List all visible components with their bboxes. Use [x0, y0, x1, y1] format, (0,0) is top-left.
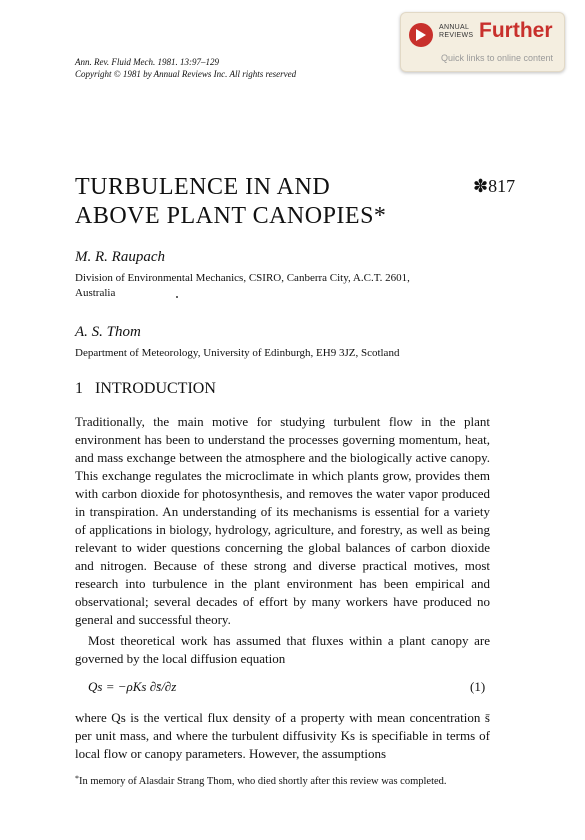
- author-block-1: [75, 249, 410, 301]
- paragraph-1: Traditionally, the main motive for studying turbulent flow in the plant environment has been to understand the processes governing momentum, heat, and mass exchange between the atmosphere and the biologically active canopy. This exchange regulates the microclimate in which plants grow, provides them with carbon dioxide for photosynthesis, and removes the water vapor produced in transpiration. An understanding of its mechanisms is essential for a variety of applications in biology, hydrology, agriculture, and forestry, as well as being relevant to wider questions concerning the global balances of carbon dioxide and nitrogen. Because of these strong and diverse practical motives, most research into turbulence in the plant environment has been empirical and observational; several decades of effort by many workers have produced no general and successful theory.: [75, 414, 490, 627]
- section-heading: [75, 380, 216, 398]
- equation-number: (1): [470, 679, 486, 694]
- equation: Qs = −ρKs ∂s̄/∂z: [88, 679, 177, 694]
- section-number: 1: [75, 380, 83, 397]
- footnote: [75, 775, 490, 789]
- reviews-label: REVIEWS: [439, 32, 474, 39]
- paragraph-2: Most theoretical work has assumed that fluxes within a plant canopy are governed by the local diffusion equation: [75, 633, 490, 666]
- further-word: Further: [479, 19, 553, 42]
- journal-copyright: Copyright © 1981 by Annual Reviews Inc. All rights reserved: [75, 69, 297, 79]
- affiliation-line: Australia: [75, 287, 116, 299]
- section-title: INTRODUCTION: [95, 380, 216, 397]
- article-title: [75, 173, 386, 231]
- paragraph-3: where Qs is the vertical flux density of a property with mean concentration s̄ per unit mass, and where the turbulent diffusivity Ks is specifiable in terms of local flow or canopy parameters. However, the assumptions: [75, 710, 490, 761]
- speck-mark: [176, 296, 178, 298]
- annual-label: ANNUAL: [439, 24, 470, 31]
- further-subtitle: Quick links to online content: [441, 53, 554, 63]
- footnote-text: In memory of Alasdair Strang Thom, who died shortly after this review was completed.: [79, 776, 447, 787]
- annual-reviews-label: [439, 24, 473, 40]
- footnote-mark: *: [75, 774, 79, 783]
- journal-citation: Ann. Rev. Fluid Mech. 1981. 13:97–129: [75, 57, 220, 67]
- article-code: ✽817: [473, 176, 516, 196]
- affiliation-line: Division of Environmental Mechanics, CSIRO, Canberra City, A.C.T. 2601,: [75, 272, 410, 284]
- author-name: A. S. Thom: [75, 324, 141, 340]
- annual-reviews-logo-icon: [409, 23, 433, 47]
- title-line-1: TURBULENCE IN AND: [75, 174, 331, 200]
- journal-header: [75, 56, 296, 80]
- title-line-2: ABOVE PLANT CANOPIES*: [75, 203, 387, 229]
- author-affiliation: [75, 271, 410, 301]
- further-badge[interactable]: [400, 12, 565, 72]
- author-block-2: [75, 324, 399, 361]
- author-affiliation: Department of Meteorology, University of Edinburgh, EH9 3JZ, Scotland: [75, 347, 400, 359]
- author-name: M. R. Raupach: [75, 249, 165, 265]
